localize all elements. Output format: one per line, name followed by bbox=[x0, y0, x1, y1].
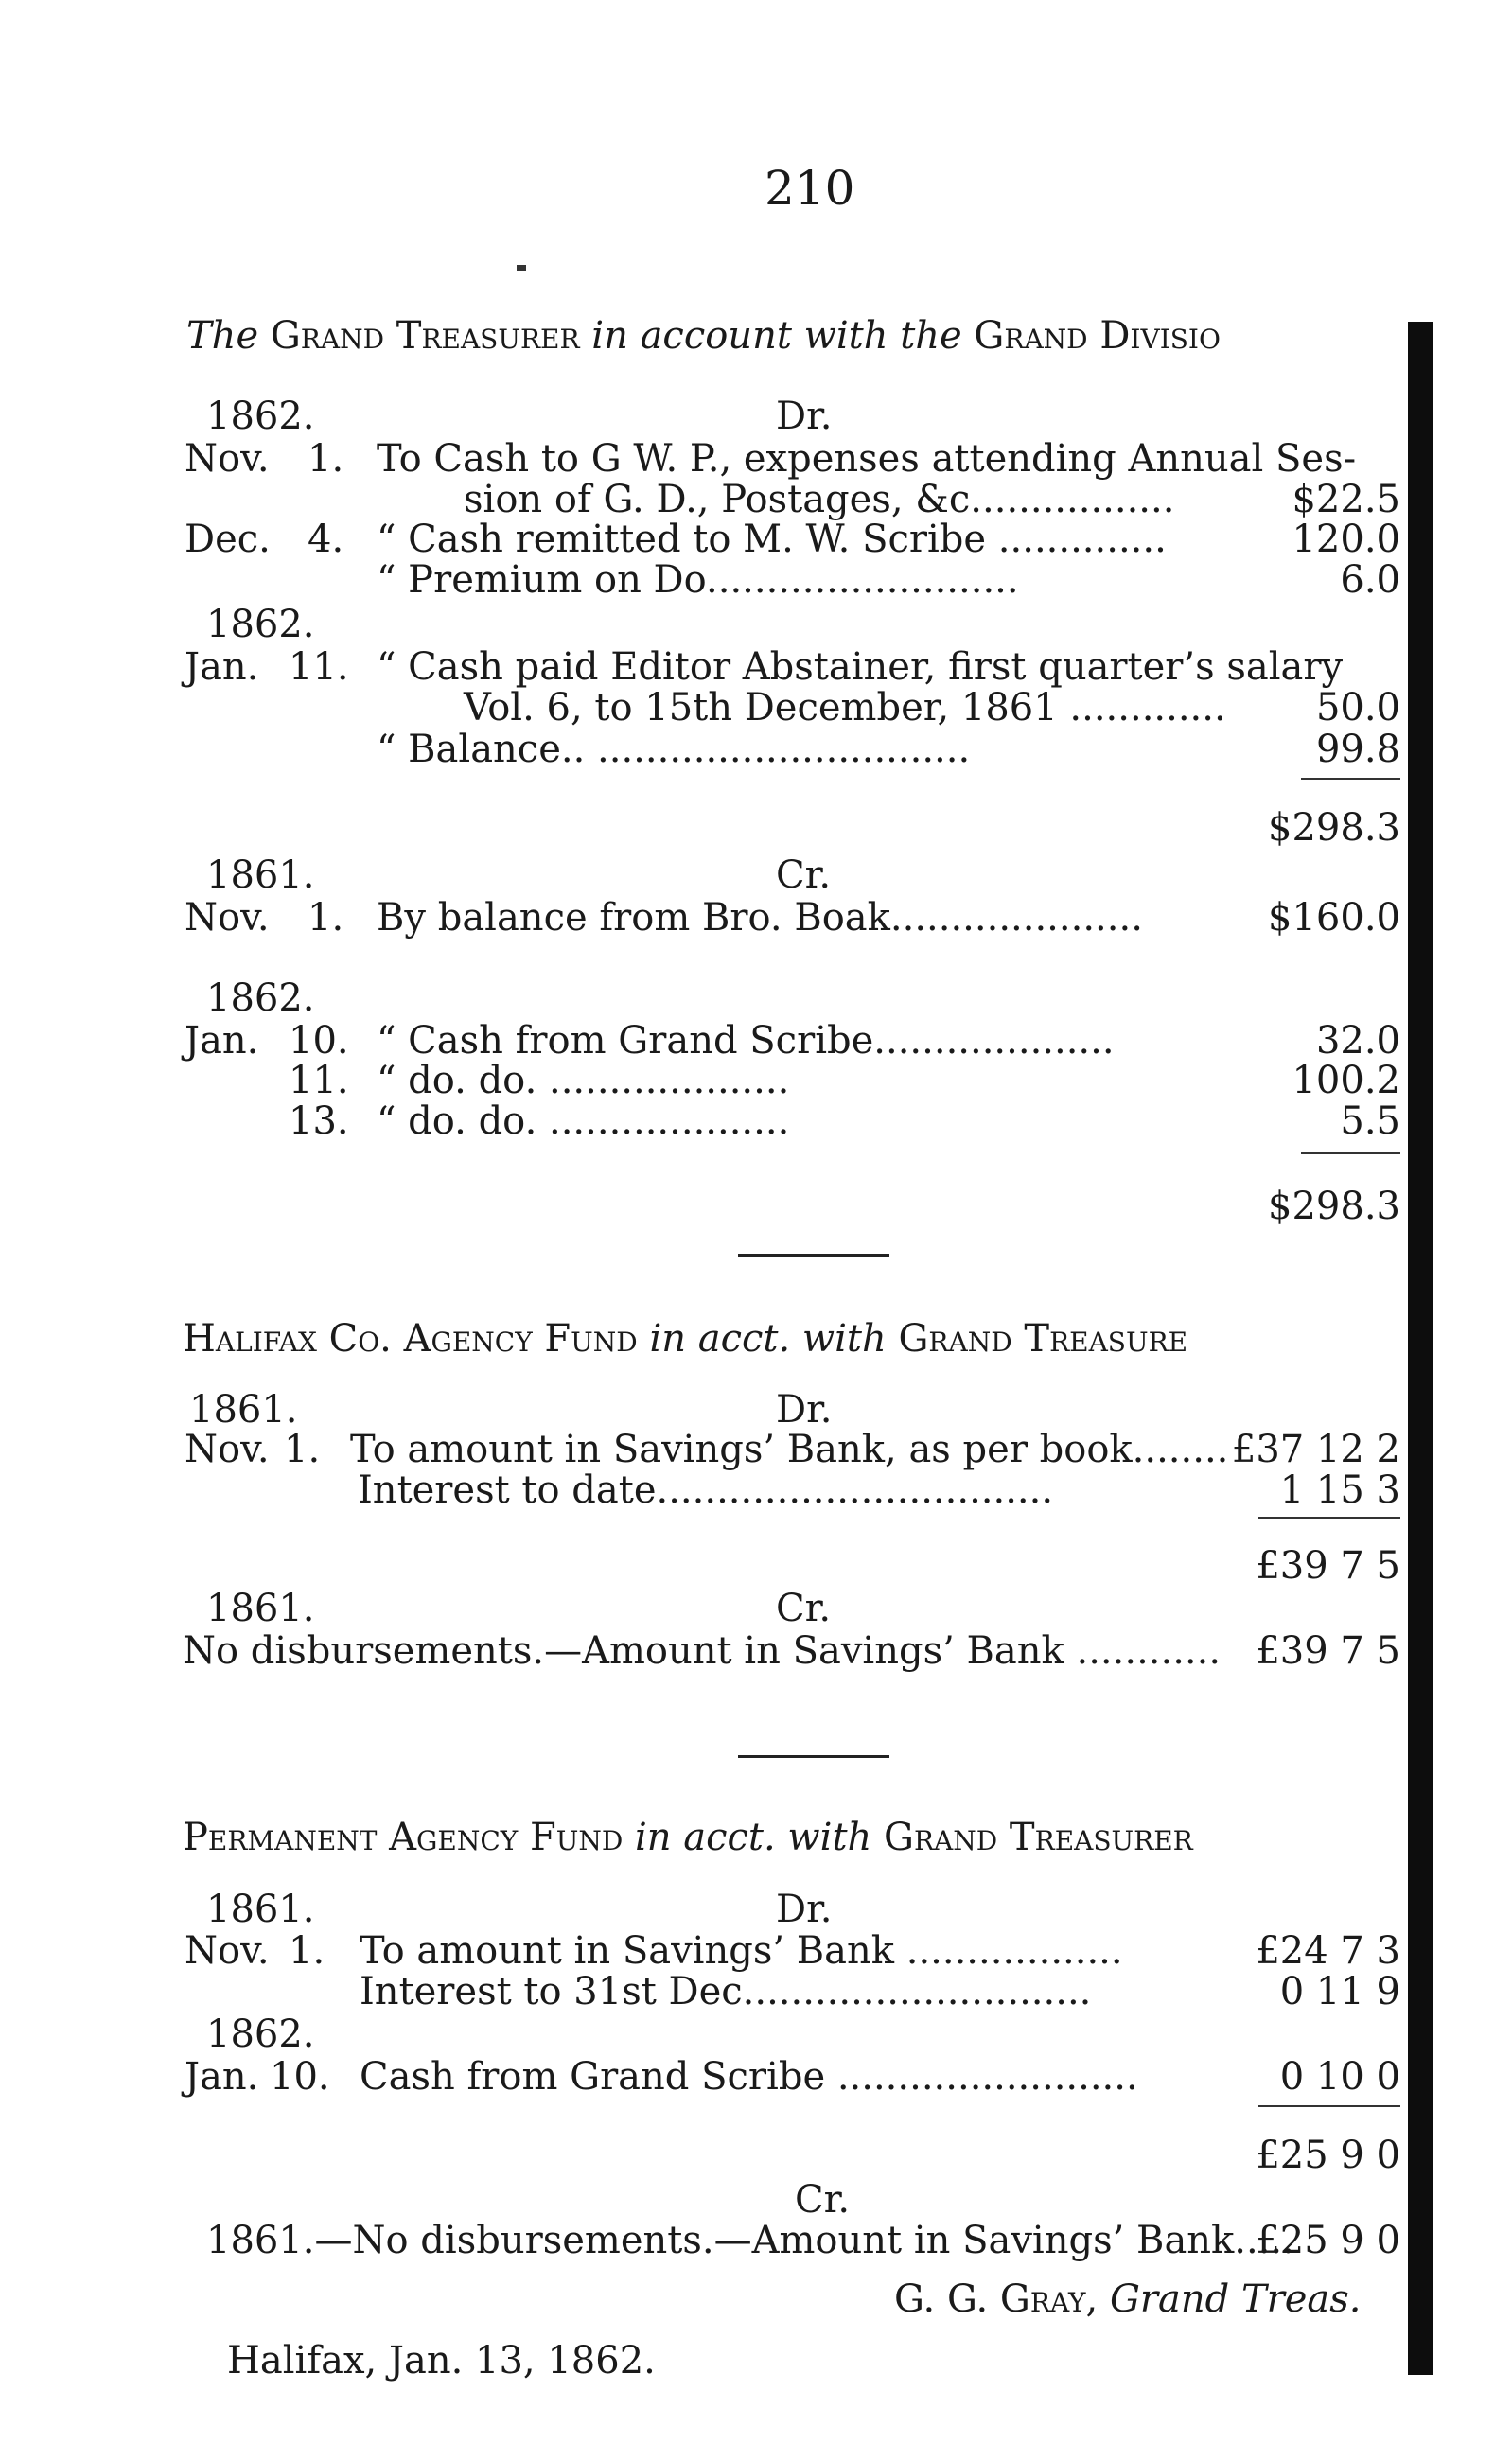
row-text: Cash from Grand Scribe ......................... bbox=[360, 2055, 1138, 2099]
ornament-dot bbox=[517, 265, 526, 271]
row-text: To Cash to G W. P., expenses attending Annual Ses- bbox=[377, 437, 1357, 481]
section3-title-part2: in acct. with bbox=[635, 1816, 872, 1859]
row-text: “ Balance.. ............................... bbox=[377, 728, 971, 771]
row-year: 1861. bbox=[206, 853, 315, 897]
row-amount: 32.0 bbox=[1315, 1019, 1400, 1063]
row-amount: 50.0 bbox=[1315, 686, 1400, 730]
row-amount: £37 12 2 bbox=[1231, 1428, 1400, 1471]
section3-title-part1: Permanent Agency Fund bbox=[183, 1816, 624, 1859]
row-amount: 0 10 0 bbox=[1279, 2055, 1400, 2099]
row-amount: 5.5 bbox=[1340, 1099, 1400, 1143]
row-amount: $22.5 bbox=[1292, 478, 1400, 521]
row-year: 1861. bbox=[206, 1587, 315, 1630]
row-text: “ do. do. .................... bbox=[377, 1099, 790, 1143]
row-amount: £25 9 0 bbox=[1256, 2219, 1400, 2262]
row-date-day: 4. bbox=[308, 518, 344, 561]
row-text: 1861.—No disbursements.—Amount in Savings’ Bank..... bbox=[206, 2219, 1294, 2262]
section2-title-part3: Grand Treasure bbox=[898, 1317, 1188, 1361]
section3-cr-label: Cr. bbox=[795, 2178, 851, 2222]
total-rule bbox=[1301, 1152, 1400, 1154]
section3-title-part3: Grand Treasurer bbox=[884, 1816, 1193, 1859]
row-amount: $160.0 bbox=[1268, 896, 1400, 940]
row-text: “ Cash paid Editor Abstainer, first quarter’s salary bbox=[377, 645, 1344, 689]
row-year: 1862. bbox=[206, 603, 315, 646]
row-text: To amount in Savings’ Bank, as per book........ bbox=[350, 1428, 1229, 1471]
row-year: 1861. bbox=[206, 1888, 315, 1931]
section1-cr-label: Cr. bbox=[776, 853, 832, 897]
row-amount: 99.8 bbox=[1315, 728, 1400, 771]
row-amount: 6.0 bbox=[1340, 558, 1400, 602]
row-date-day: 11. bbox=[289, 1059, 349, 1102]
row-date-month: Nov. bbox=[185, 1929, 270, 1973]
section3-dr-label: Dr. bbox=[776, 1888, 833, 1931]
signature-name: G. G. Gray, bbox=[894, 2277, 1099, 2321]
section1-title-part2: Grand Treasurer bbox=[270, 314, 580, 358]
row-date-month: Dec. bbox=[185, 518, 271, 561]
row-amount: 1 15 3 bbox=[1279, 1468, 1400, 1512]
row-date-day: 1. bbox=[284, 1428, 321, 1471]
section1-year-1862: 1862. bbox=[206, 395, 315, 438]
row-year: 1862. bbox=[206, 976, 315, 1020]
section1-title-part1: The bbox=[186, 314, 259, 358]
row-date-day: 1. bbox=[289, 1929, 325, 1973]
section-divider bbox=[738, 1755, 889, 1758]
row-amount: 120.0 bbox=[1292, 518, 1400, 561]
total-rule bbox=[1258, 1517, 1400, 1519]
section-divider bbox=[738, 1254, 889, 1257]
row-amount: 100.2 bbox=[1292, 1059, 1400, 1102]
row-amount: £39 7 5 bbox=[1256, 1629, 1400, 1673]
row-text: “ Cash from Grand Scribe.................... bbox=[377, 1019, 1115, 1063]
total-rule bbox=[1301, 778, 1400, 780]
row-date-day: 1. bbox=[308, 437, 344, 481]
row-date-month: Nov. bbox=[185, 437, 270, 481]
row-date-month: Jan. bbox=[185, 2055, 259, 2099]
row-amount: 0 11 9 bbox=[1279, 1970, 1400, 2013]
row-text: “ do. do. .................... bbox=[377, 1059, 790, 1102]
section1-cr-total: $298.3 bbox=[1268, 1185, 1400, 1228]
section2-dr-total: £39 7 5 bbox=[1256, 1544, 1400, 1588]
row-date-month: Jan. bbox=[185, 645, 259, 689]
section2-title-part1: Halifax Co. Agency Fund bbox=[183, 1317, 638, 1361]
page-number: 210 bbox=[765, 161, 855, 216]
section2-title-part2: in acct. with bbox=[649, 1317, 887, 1361]
row-year: 1862. bbox=[206, 2013, 315, 2056]
row-date-day: 11. bbox=[289, 645, 349, 689]
section3-title bbox=[183, 1816, 1193, 1859]
row-date-day: 13. bbox=[289, 1099, 349, 1143]
section1-title-part3: in account with the bbox=[591, 314, 962, 358]
signature-title: Grand Treas. bbox=[1109, 2277, 1362, 2321]
row-text: Interest to date................................. bbox=[358, 1468, 1054, 1512]
row-text: “ Cash remitted to M. W. Scribe .............. bbox=[377, 518, 1167, 561]
row-text: sion of G. D., Postages, &c................. bbox=[464, 478, 1175, 521]
row-amount: £24 7 3 bbox=[1256, 1929, 1400, 1973]
row-date-month: Nov. bbox=[185, 1428, 270, 1471]
row-date-day: 10. bbox=[270, 2055, 330, 2099]
section1-dr-label: Dr. bbox=[776, 395, 833, 438]
page-edge-shadow bbox=[1408, 322, 1433, 2375]
signature bbox=[894, 2277, 1362, 2321]
row-text: Interest to 31st Dec............................. bbox=[360, 1970, 1092, 2013]
row-text: No disbursements.—Amount in Savings’ Bank ............ bbox=[183, 1629, 1222, 1673]
row-text: To amount in Savings’ Bank .................. bbox=[360, 1929, 1123, 1973]
section2-title bbox=[183, 1317, 1188, 1361]
row-text: By balance from Bro. Boak..................... bbox=[377, 896, 1143, 940]
total-rule bbox=[1258, 2105, 1400, 2107]
row-text: “ Premium on Do.......................... bbox=[377, 558, 1019, 602]
section2-cr-label: Cr. bbox=[776, 1587, 832, 1630]
row-date-day: 10. bbox=[289, 1019, 349, 1063]
section2-dr-label: Dr. bbox=[776, 1388, 833, 1432]
section3-dr-total: £25 9 0 bbox=[1256, 2134, 1400, 2177]
section1-title bbox=[186, 314, 1221, 358]
section1-title-part4: Grand Divisio bbox=[974, 314, 1221, 358]
row-date-day: 1. bbox=[308, 896, 344, 940]
row-text: Vol. 6, to 15th December, 1861 ............. bbox=[464, 686, 1226, 730]
row-year: 1861. bbox=[189, 1388, 298, 1432]
section1-dr-total: $298.3 bbox=[1268, 806, 1400, 850]
place-date: Halifax, Jan. 13, 1862. bbox=[227, 2339, 656, 2382]
row-date-month: Nov. bbox=[185, 896, 270, 940]
row-date-month: Jan. bbox=[185, 1019, 259, 1063]
